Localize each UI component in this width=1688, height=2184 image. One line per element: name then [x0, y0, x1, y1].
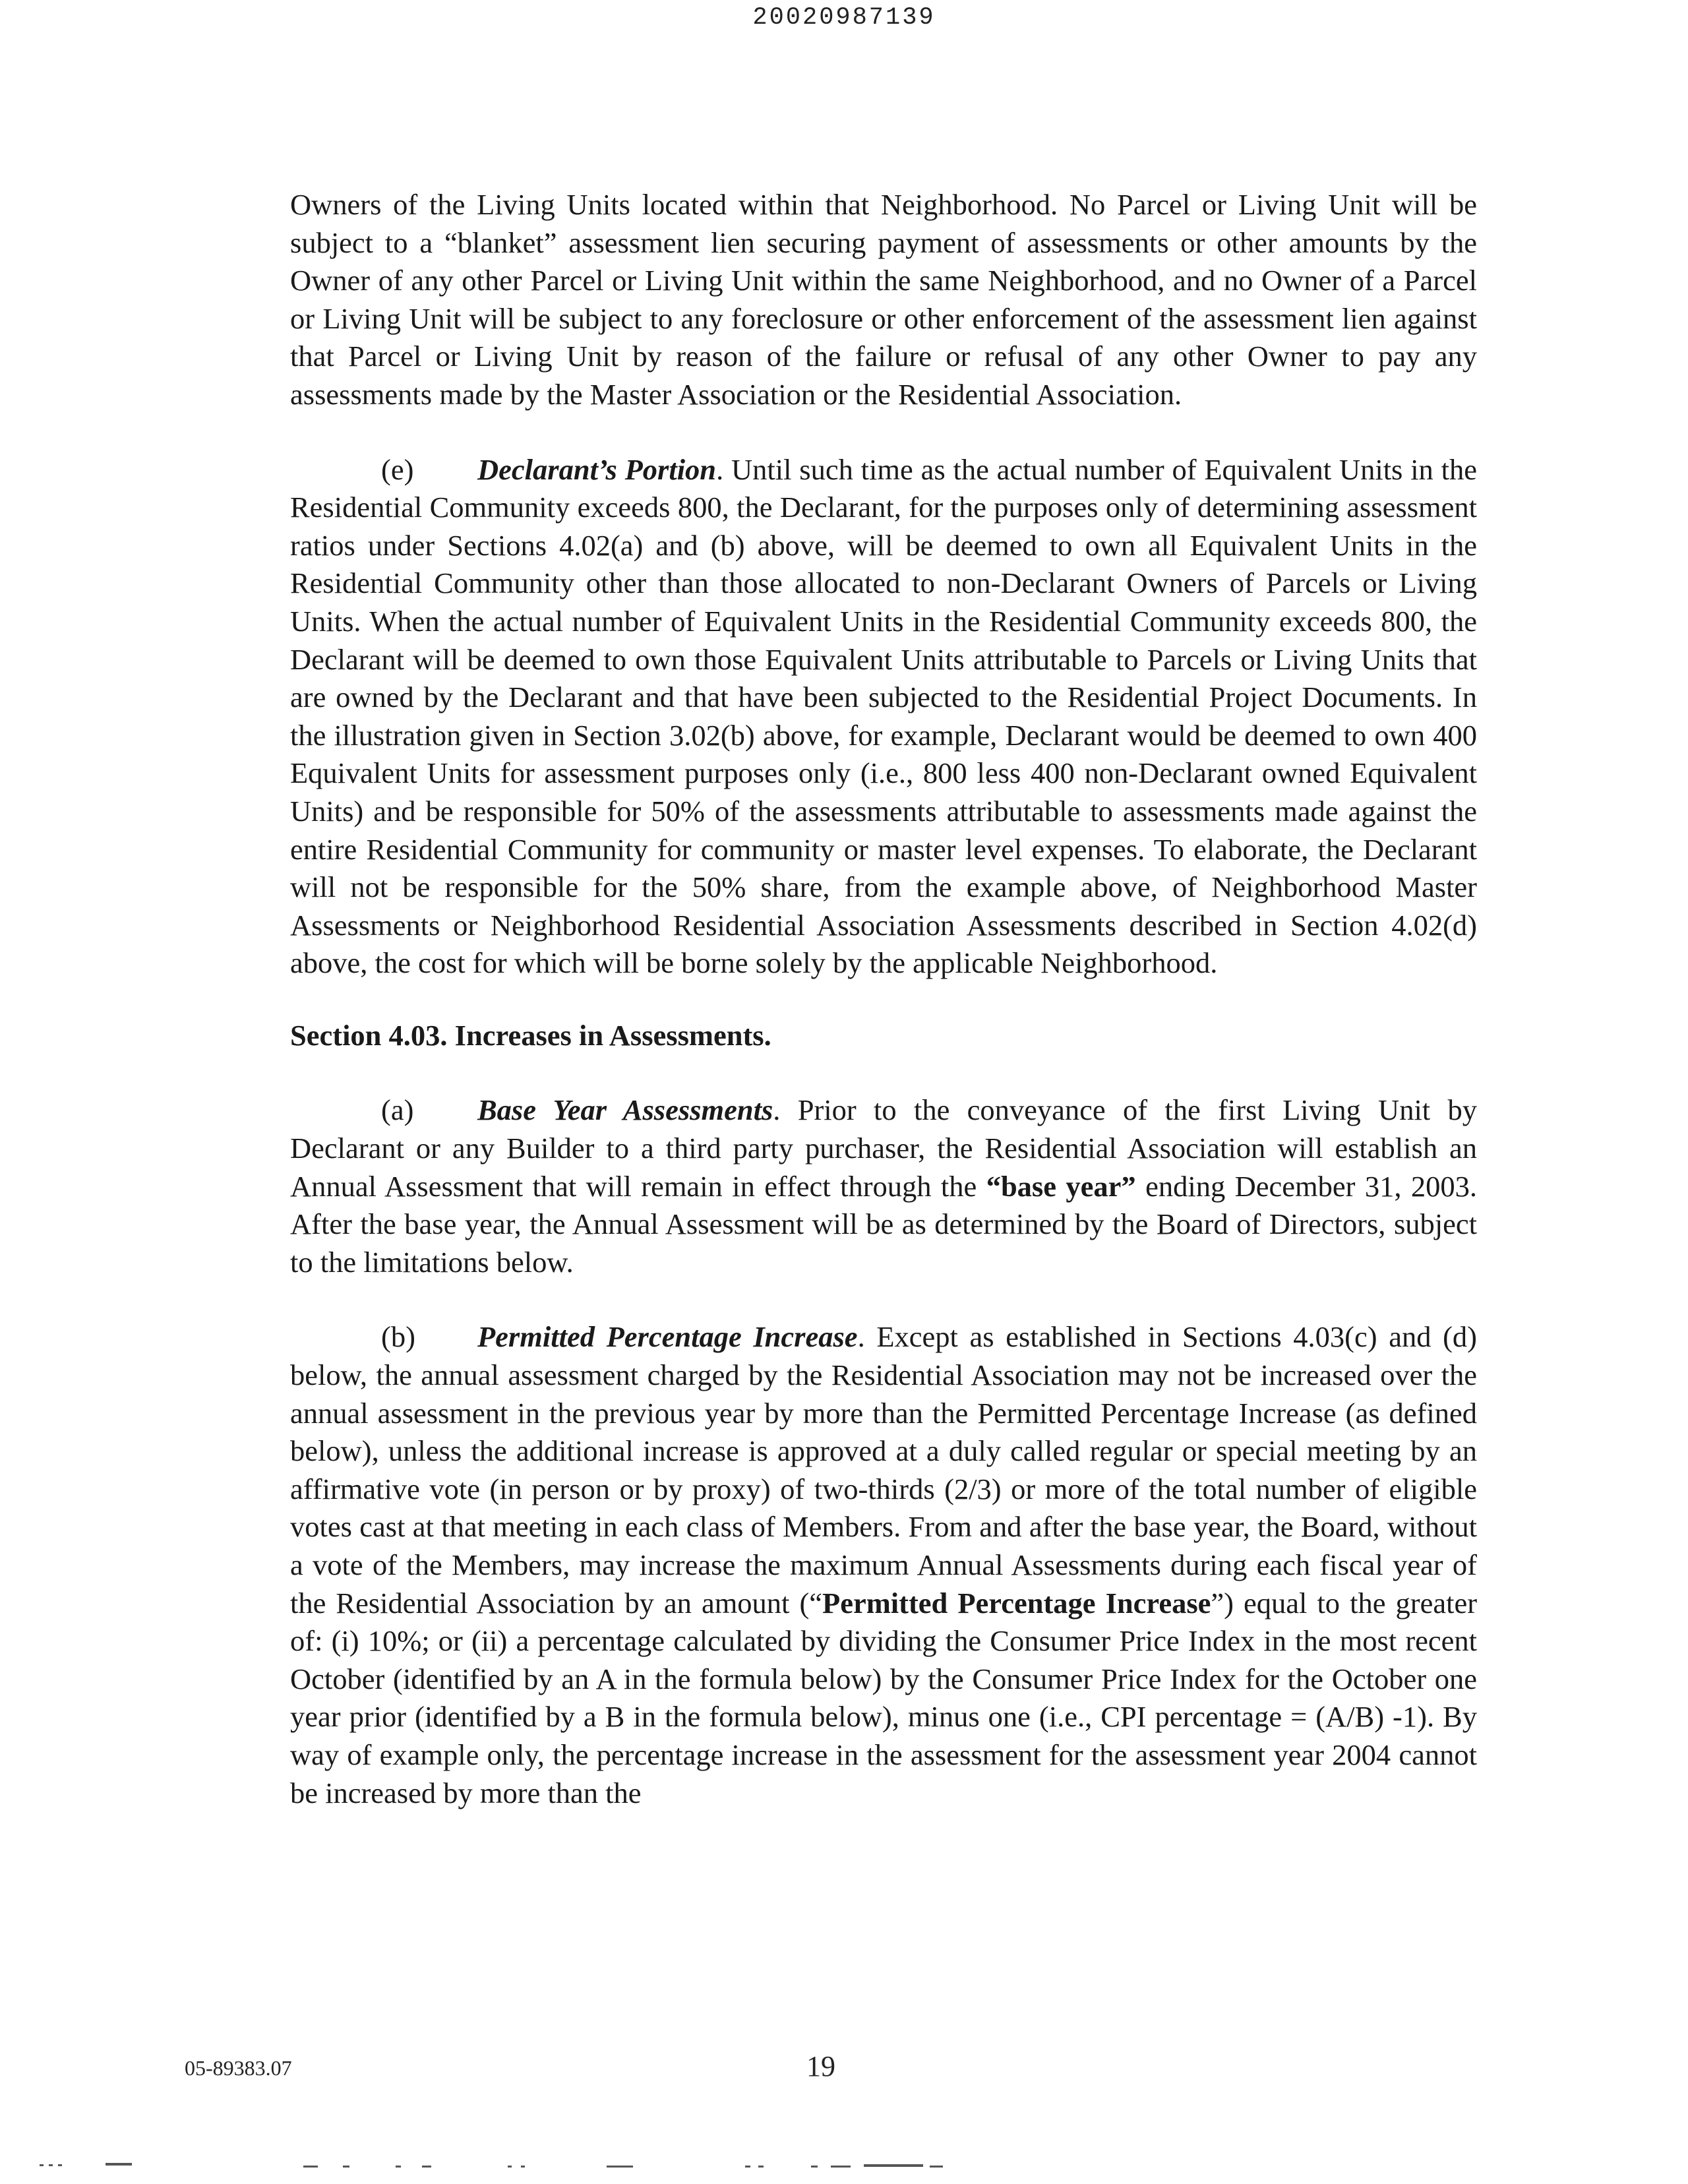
subsection-a: [290, 1091, 1477, 1281]
page-number: 19: [806, 2050, 835, 2082]
subsection-a-heading: Base Year Assessments: [477, 1093, 773, 1127]
subsection-e-text: . Until such time as the actual number of Equivalent Units in the Residential Community exceeds 800, the Declarant, for the purposes only of determining assessment ratios under Sections 4.02(a) and (b) above, will be deemed to own all Equivalent Units in the Residential Community other than those allocated to non-Declarant Owners of Parcels or Living Units. When the actual number of Equivalent Units in the Residential Community exceeds 800, the Declarant will be deemed to own those Equivalent Units attributable to Parcels or Living Units that are owned by the Declarant and that have been subjected to the Residential Project Documents. In the illustration given in Section 3.02(b) above, for example, Declarant would be deemed to own 400 Equivalent Units for assessment purposes only (i.e., 800 less 400 non-Declarant owned Equivalent Units) and be responsible for 50% of the assessments attributable to assessments made against the entire Residential Community for community or master level expenses. To elaborate, the Declarant will not be responsible for the 50% share, from the example above, of Neighborhood Master Assessments or Neighborhood Residential Association Assessments described in Section 4.02(d) above, the cost for which will be borne solely by the applicable Neighborhood.: [290, 452, 1477, 980]
subsection-a-text-2: ending December 31, 2003. After the base year, the Annual Assessment will be as determined by the Board of Directors, subject to the limitations below.: [290, 1169, 1477, 1279]
scan-noise-artifacts: [0, 2156, 1688, 2176]
subsection-e-label: (e): [381, 452, 414, 486]
document-body: [290, 186, 1477, 1812]
subsection-b-bold-term: Permitted Percentage Increase: [822, 1586, 1211, 1620]
subsection-a-text-1: . Prior to the conveyance of the first Living Unit by Declarant or any Builder to a third party purchaser, the Residential Association will establish an Annual Assessment that will remain in effect through the: [290, 1093, 1477, 1203]
subsection-b-text-1: . Except as established in Sections 4.03(c) and (d) below, the annual assessment charged by the Residential Association may not be increased over the annual assessment in the previous year by more than the Permitted Percentage Increase (as defined below), unless the additional increase is approved at a duly called regular or special meeting by an affirmative vote (in person or by proxy) of two-thirds (2/3) or more of the total number of eligible votes cast at that meeting in each class of Members. From and after the base year, the Board, without a vote of the Members, may increase the maximum Annual Assessments during each fiscal year of the Residential Association by an amount (“: [290, 1320, 1477, 1620]
subsection-b: [290, 1318, 1477, 1812]
subsection-b-text-2: ”) equal to the greater of: (i) 10%; or (ii) a percentage calculated by dividing the Consumer Price Index in the most recent October (identified by an A in the formula below) by the Consumer Price Index for the October one year prior (identified by a B in the formula below), minus one (i.e., CPI percentage = (A/B) -1). By way of example only, the percentage increase in the assessment for the assessment year 2004 cannot be increased by more than the: [290, 1586, 1478, 1809]
subsection-e: [290, 451, 1477, 983]
subsection-b-label: (b): [381, 1320, 415, 1354]
subsection-b-heading: Permitted Percentage Increase: [477, 1320, 858, 1354]
document-number: 20020987139: [752, 4, 936, 32]
subsection-a-label: (a): [381, 1093, 414, 1127]
subsection-a-bold-term: “base year”: [986, 1169, 1136, 1203]
section-4-03-heading: Section 4.03. Increases in Assessments.: [290, 1018, 771, 1052]
footer-document-id: 05-89383.07: [185, 2056, 292, 2080]
continued-paragraph-text: Owners of the Living Units located within that Neighborhood. No Parcel or Living Unit will be subject to a “blanket” assessment lien securing payment of assessments or other amounts by the Owner of any other Parcel or Living Unit within the same Neighborhood, and no Owner of a Parcel or Living Unit will be subject to any foreclosure or other enforcement of the assessment lien against that Parcel or Living Unit by reason of the failure or refusal of any other Owner to pay any assessments made by the Master Association or the Residential Association.: [290, 188, 1477, 411]
continued-paragraph: [290, 186, 1477, 414]
subsection-e-heading: Declarant’s Portion: [477, 452, 717, 486]
